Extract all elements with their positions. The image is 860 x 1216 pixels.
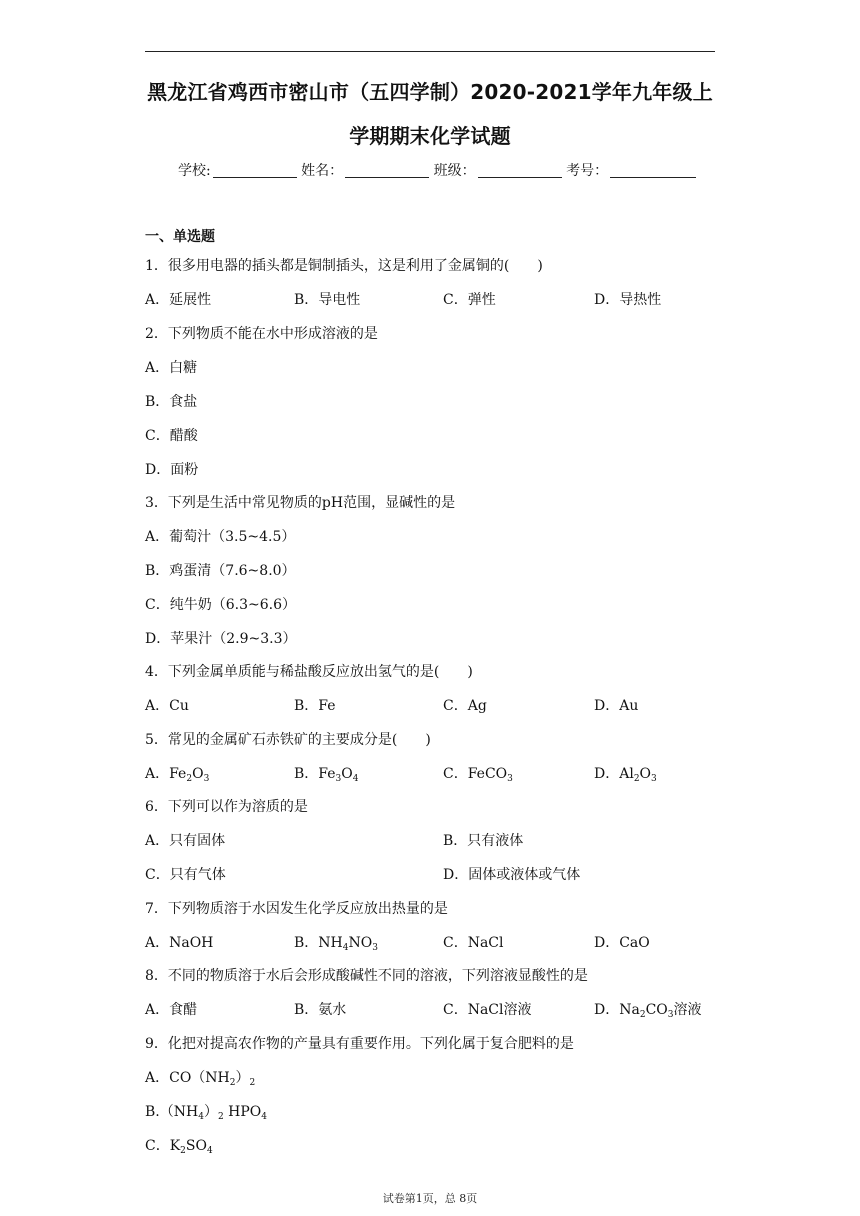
question-4-option-b: B．Fe	[294, 698, 336, 714]
subscript: 3	[335, 774, 342, 784]
question-3-option-d: D．苹果汁（2.9~3.3）	[145, 631, 297, 647]
question-8-stem: 8．不同的物质溶于水后会形成酸碱性不同的溶液，下列溶液显酸性的是	[145, 968, 588, 984]
question-4-option-c: C．Ag	[443, 698, 487, 714]
subscript: 4	[206, 1146, 213, 1156]
subscript: 4	[352, 774, 359, 784]
question-3-option-b: B．鸡蛋清（7.6~8.0）	[145, 563, 296, 579]
exam-no-blank	[610, 163, 696, 178]
question-3-option-a: A．葡萄汁（3.5~4.5）	[145, 529, 296, 545]
question-1-option-a: A．延展性	[145, 292, 212, 308]
subscript: 3	[203, 774, 210, 784]
question-4-stem: 4．下列金属单质能与稀盐酸反应放出氢气的是( )	[145, 664, 473, 680]
question-6-stem: 6．下列可以作为溶质的是	[145, 799, 308, 815]
question-1-option-b: B．导电性	[294, 292, 361, 308]
question-7-option-b	[294, 932, 378, 952]
question-6-option-b: B．只有液体	[443, 833, 524, 849]
subscript: 4	[198, 1112, 204, 1122]
school-blank	[213, 163, 297, 178]
formula-text: O	[639, 766, 652, 782]
subscript: 4	[261, 1112, 267, 1122]
subscript: 2	[633, 774, 640, 784]
top-rule	[145, 51, 715, 52]
question-7-option-c: C．NaCl	[443, 935, 504, 951]
page-title-line-1: 黑龙江省鸡西市密山市（五四学制）2020-2021学年九年级上	[147, 80, 713, 104]
page-title-line-2: 学期期末化学试题	[349, 124, 511, 148]
question-2-option-b: B．食盐	[145, 394, 198, 410]
formula-text: B．Fe	[294, 766, 336, 782]
question-5-option-d	[594, 763, 657, 783]
subscript: 2	[180, 1146, 186, 1156]
question-5-option-b	[294, 763, 358, 783]
formula-text: ）	[203, 1104, 218, 1120]
page-footer: 试卷第1页，总 8页	[382, 1192, 478, 1205]
question-8-option-d	[594, 999, 702, 1019]
question-3-stem: 3．下列是生活中常见物质的pH范围，显碱性的是	[145, 495, 456, 511]
subscript: 2	[229, 1078, 236, 1088]
question-2-option-a: A．白糖	[145, 360, 198, 376]
question-9-option-b	[145, 1101, 267, 1121]
formula-text: O	[192, 766, 204, 782]
formula-text: C．K	[145, 1138, 181, 1154]
question-9-stem: 9．化把对提高农作物的产量具有重要作用。下列化属于复合肥料的是	[145, 1036, 574, 1052]
formula-text: B.（NH	[145, 1104, 199, 1120]
question-4-option-a: A．Cu	[145, 698, 189, 714]
question-5-stem: 5．常见的金属矿石赤铁矿的主要成分是( )	[145, 732, 431, 748]
subscript: 2	[639, 1010, 646, 1020]
question-1-option-c: C．弹性	[443, 292, 496, 308]
question-2-stem: 2．下列物质不能在水中形成溶液的是	[145, 326, 378, 342]
formula-text: A．CO（NH	[145, 1070, 230, 1086]
question-1-option-d: D．导热性	[594, 292, 662, 308]
question-8-option-b: B．氨水	[294, 1002, 347, 1018]
question-4-option-d: D．Au	[594, 698, 639, 714]
question-7-option-a: A．NaOH	[145, 935, 214, 951]
formula-text: ）	[235, 1070, 250, 1086]
question-6-option-c: C．只有气体	[145, 867, 226, 883]
student-info-line	[178, 160, 696, 180]
formula-text: SO	[185, 1138, 207, 1154]
name-label: 姓名：	[301, 163, 344, 179]
class-label: 班级：	[433, 163, 476, 179]
subscript: 4	[342, 943, 349, 953]
school-label: 学校:	[178, 163, 211, 179]
subscript: 3	[507, 774, 513, 784]
question-8-option-a: A．食醋	[145, 1002, 198, 1018]
name-blank	[345, 163, 429, 178]
section-title: 一、单选题	[145, 229, 215, 245]
question-3-option-c: C．纯牛奶（6.3~6.6）	[145, 597, 296, 613]
question-2-option-c: C．醋酸	[145, 428, 198, 444]
formula-text: 溶液	[673, 1002, 702, 1018]
formula-text: B．NH	[294, 935, 343, 951]
question-2-option-d: D．面粉	[145, 462, 199, 478]
question-5-option-c	[443, 763, 513, 783]
subscript: 2	[217, 1112, 224, 1122]
subscript: 2	[186, 774, 193, 784]
formula-text: C．FeCO	[443, 766, 508, 782]
question-6-option-a: A．只有固体	[145, 833, 226, 849]
subscript: 3	[651, 774, 657, 784]
formula-text: CO	[645, 1002, 668, 1018]
formula-text: HPO	[223, 1104, 262, 1120]
class-blank	[478, 163, 562, 178]
formula-text: NO	[348, 935, 373, 951]
question-8-option-c: C．NaCl溶液	[443, 1002, 532, 1018]
formula-text: O	[341, 766, 353, 782]
subscript: 3	[667, 1010, 674, 1020]
formula-text: A．Fe	[145, 766, 187, 782]
question-6-option-d: D．固体或液体或气体	[443, 867, 581, 883]
question-1-stem: 1．很多用电器的插头都是铜制插头，这是利用了金属铜的( )	[145, 258, 543, 274]
exam-no-label: 考号：	[566, 163, 609, 179]
subscript: 2	[249, 1078, 256, 1088]
question-9-option-a	[145, 1067, 255, 1087]
formula-text: D．Al	[594, 766, 634, 782]
question-7-stem: 7．下列物质溶于水因发生化学反应放出热量的是	[145, 901, 448, 917]
question-5-option-a	[145, 763, 209, 783]
question-7-option-d: D．CaO	[594, 935, 650, 951]
subscript: 3	[372, 943, 378, 953]
formula-text: D．Na	[594, 1002, 640, 1018]
question-9-option-c	[145, 1135, 213, 1155]
